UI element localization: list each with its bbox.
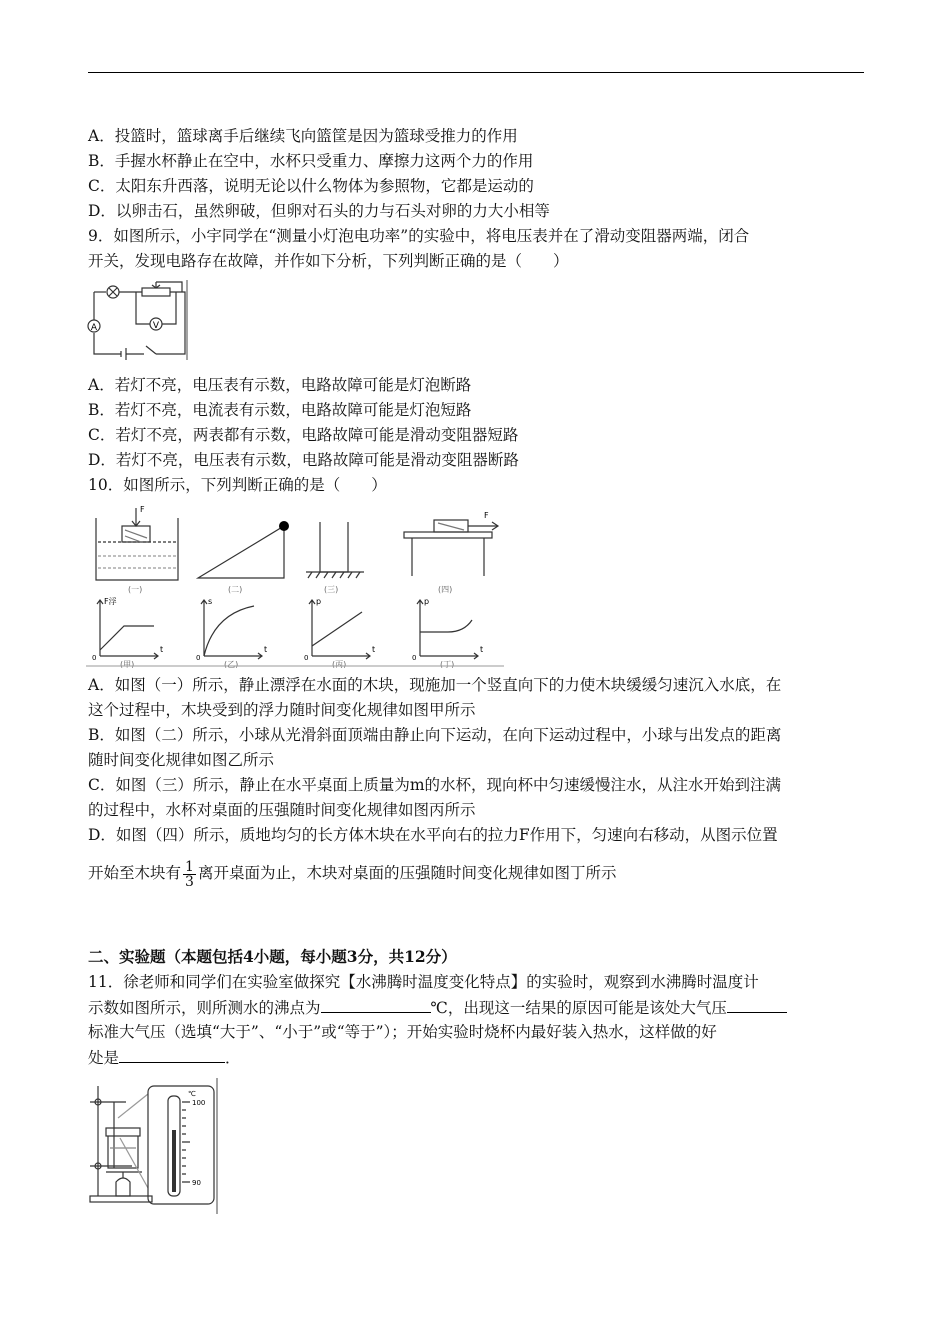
- q8-option-d: D．以卵击石，虽然卵破，但卵对石头的力与石头对卵的力大小相等: [88, 202, 550, 220]
- q10-option-a-line2: 这个过程中，木块受到的浮力随时间变化规律如图甲所示: [88, 701, 476, 719]
- q10-option-c-line1: C．如图（三）所示，静止在水平桌面上质量为m的水杯，现向杯中匀速缓慢注水，从注水开始到注满: [88, 776, 782, 794]
- graph1-y-label: F浮: [104, 597, 117, 606]
- advantage-blank[interactable]: [119, 1046, 225, 1063]
- fraction-one-third: [183, 860, 196, 889]
- q10-figure: [86, 500, 504, 668]
- q10-option-d-text-start: 开始至木块有: [88, 864, 182, 882]
- q8-option-b: B．手握水杯静止在空中，水杯只受重力、摩擦力这两个力的作用: [88, 152, 534, 170]
- header-rule: [88, 72, 864, 73]
- q10-option-a-line1: A．如图（一）所示，静止漂浮在水面的木块，现施加一个竖直向下的力使木块缓缓匀速沉入水底，在: [88, 676, 782, 694]
- q10-option-b-line1: B．如图（二）所示，小球从光滑斜面顶端由静止向下运动，在向下运动过程中，小球与出发点的距离: [88, 726, 782, 744]
- q10-option-b-line2: 随时间变化规律如图乙所示: [88, 751, 275, 769]
- q9-option-c: C．若灯不亮，两表都有示数，电路故障可能是滑动变阻器短路: [88, 426, 519, 444]
- q11-line2: [88, 996, 878, 1019]
- q8-option-c: C．太阳东升西落，说明无论以什么物体为参照物，它都是运动的: [88, 177, 534, 195]
- graph3-x-label: t: [372, 645, 376, 654]
- graph4-origin: 0: [412, 654, 417, 662]
- fraction-denominator: 3: [185, 873, 194, 890]
- graph2-origin: 0: [196, 654, 201, 662]
- graph1-caption: (甲): [120, 660, 135, 668]
- q11-boiling-apparatus-figure: [86, 1078, 220, 1214]
- fig4-force-label: F: [484, 511, 489, 520]
- q10-option-d-text-end: 离开桌面为止，木块对桌面的压强随时间变化规律如图丁所示: [197, 864, 617, 882]
- pressure-compare-blank[interactable]: [727, 996, 787, 1013]
- q11-line4-text-a: 处是: [88, 1049, 120, 1067]
- graph1-x-label: t: [160, 645, 164, 654]
- graph3-origin: 0: [304, 654, 309, 662]
- q9-option-d: D．若灯不亮，电压表有示数，电路故障可能是滑动变阻器断路: [88, 451, 519, 469]
- fig1-force-label: F: [140, 505, 145, 514]
- q10-option-d-line1: D．如图（四）所示，质地均匀的长方体木块在水平向右的拉力F作用下，匀速向右移动，从图示位置: [88, 826, 778, 844]
- q9-circuit-diagram: [86, 280, 190, 364]
- q11-line2-text-a: 示数如图所示，则所测水的沸点为: [88, 999, 321, 1017]
- voltmeter-label: V: [152, 321, 160, 331]
- graph3-y-label: p: [316, 597, 322, 606]
- fig3-caption: (三): [324, 585, 339, 594]
- fraction-numerator: 1: [185, 858, 194, 875]
- thermometer-mark-100: 100: [192, 1099, 206, 1107]
- q11-line3: 标准大气压（选填“大于”、“小于”或“等于”）；开始实验时烧杯内最好装入热水，这样做的好: [88, 1023, 717, 1041]
- q10-stem: 10．如图所示，下列判断正确的是（ ）: [88, 476, 387, 494]
- section-2-heading: 二、实验题（本题包括4小题，每小题3分，共12分）: [88, 947, 457, 966]
- boiling-point-blank[interactable]: [321, 996, 431, 1013]
- q9-option-b: B．若灯不亮，电流表有示数，电路故障可能是灯泡短路: [88, 401, 472, 419]
- q10-option-c-line2: 的过程中，水杯对桌面的压强随时间变化规律如图丙所示: [88, 801, 476, 819]
- thermometer-unit: ℃: [188, 1090, 196, 1098]
- q9-stem-line1: 9．如图所示，小宇同学在“测量小灯泡电功率”的实验中，将电压表并在了滑动变阻器两端，闭合: [88, 227, 750, 245]
- q10-option-d-line2: [88, 858, 878, 889]
- graph4-caption: (丁): [440, 660, 455, 668]
- q9-stem-line2: 开关，发现电路存在故障，并作如下分析，下列判断正确的是（ ）: [88, 252, 569, 270]
- q11-line4-text-b: ．: [225, 1049, 241, 1067]
- q11-line1: 11．徐老师和同学们在实验室做探究【水沸腾时温度变化特点】的实验时，观察到水沸腾时温度计: [88, 973, 759, 991]
- graph2-caption: (乙): [224, 660, 239, 668]
- ammeter-label: A: [90, 323, 98, 333]
- graph1-origin: 0: [92, 654, 97, 662]
- graph2-x-label: t: [264, 645, 268, 654]
- q8-option-a: A．投篮时，篮球离手后继续飞向篮筐是因为篮球受推力的作用: [88, 127, 518, 145]
- fig4-caption: (四): [438, 585, 453, 594]
- q9-option-a: A．若灯不亮，电压表有示数，电路故障可能是灯泡断路: [88, 376, 472, 394]
- graph2-y-label: s: [208, 597, 213, 606]
- graph3-caption: (丙): [332, 660, 347, 668]
- thermometer-mark-90: 90: [192, 1179, 201, 1187]
- fig1-caption: (一): [128, 585, 143, 594]
- q11-line2-text-b: ℃，出现这一结果的原因可能是该处大气压: [430, 999, 727, 1017]
- fig2-caption: (二): [228, 585, 243, 594]
- graph4-x-label: t: [480, 645, 484, 654]
- graph4-y-label: p: [424, 597, 430, 606]
- q11-line4: [88, 1046, 878, 1069]
